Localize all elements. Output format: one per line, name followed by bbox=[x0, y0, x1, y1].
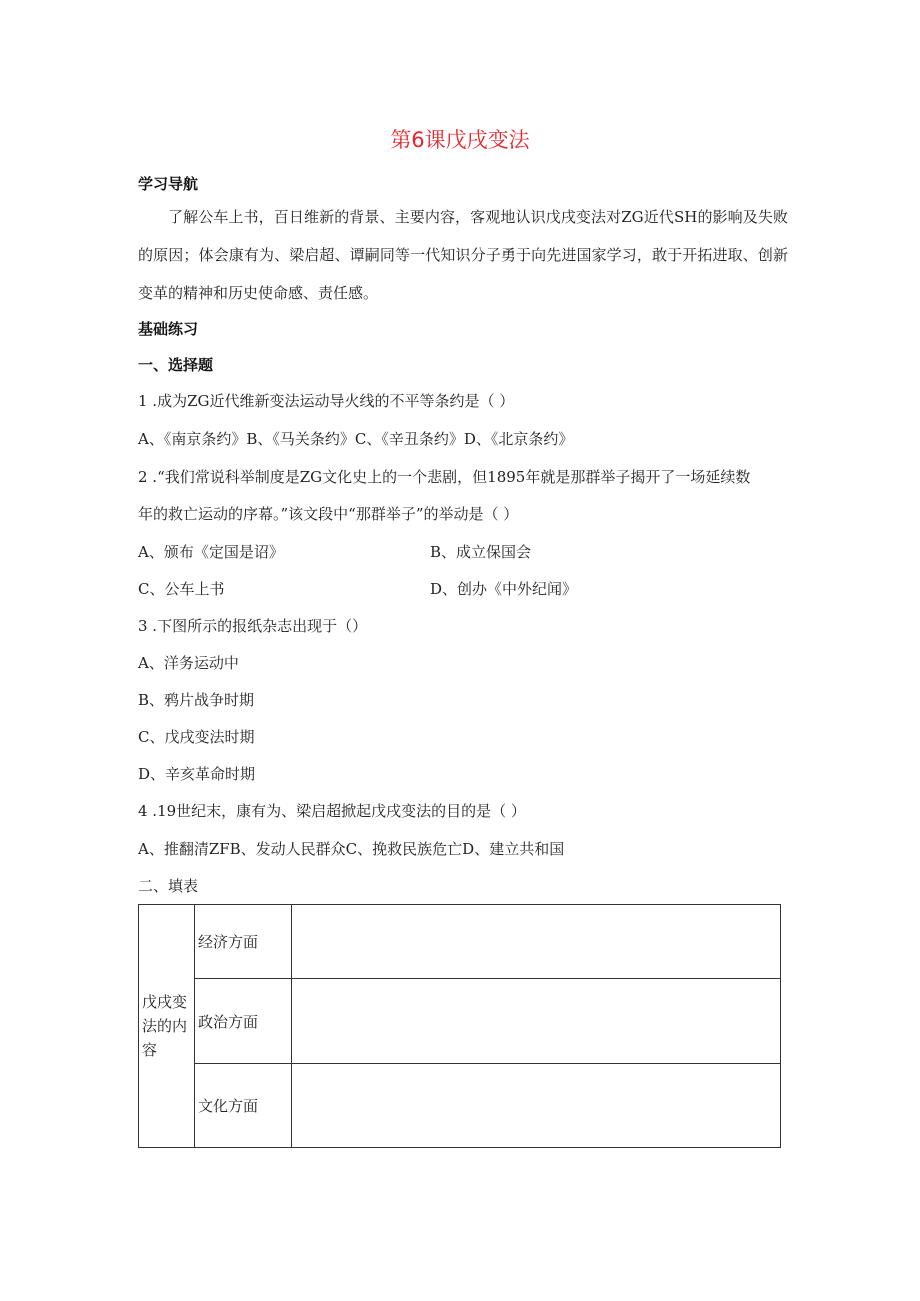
question-2-option-b: B、成立保国会 bbox=[430, 543, 532, 561]
question-3-option-b: B、鸦片战争时期 bbox=[138, 691, 255, 709]
fill-in-table bbox=[138, 904, 781, 1148]
question-1-stem: 1 .成为ZG近代维新变法运动导火线的不平等条约是（ ） bbox=[138, 392, 515, 410]
section-choice-heading: 一、选择题 bbox=[138, 356, 214, 374]
question-1-options: A、《南京条约》B、《马关条约》C、《辛丑条约》D、《北京条约》 bbox=[138, 430, 574, 448]
question-3-option-c: C、戊戌变法时期 bbox=[138, 728, 255, 746]
practice-heading: 基础练习 bbox=[138, 320, 199, 338]
table-aspect-politics: 政治方面 bbox=[195, 979, 292, 1064]
question-2-option-a: A、颁布《定国是诏》 bbox=[138, 543, 284, 561]
guide-paragraph: 了解公车上书，百日维新的背景、主要内容，客观地认识戊戌变法对ZG近代SH的影响及失败的原因；体会康有为、梁启超、谭嗣同等一代知识分子勇于向先进国家学习，敢于开拓进取、创新变革的精神和历史使命感、责任感。 bbox=[138, 208, 788, 302]
table-aspect-economy: 经济方面 bbox=[195, 905, 292, 979]
question-4-stem: 4 .19世纪末，康有为、梁启超掀起戊戌变法的目的是（ ） bbox=[138, 802, 526, 820]
table-answer-cell[interactable] bbox=[292, 979, 781, 1064]
table-aspect-culture: 文化方面 bbox=[195, 1064, 292, 1148]
table-row-label: 戊戌变法的内容 bbox=[139, 905, 195, 1148]
question-3-option-d: D、辛亥革命时期 bbox=[138, 765, 256, 783]
question-2-stem-line2: 年的救亡运动的序幕。”该文段中“那群举子”的举动是（ ） bbox=[138, 505, 519, 523]
question-2-stem-line1: 2 .“我们常说科举制度是ZG文化史上的一个悲剧，但1895年就是那群举子揭开了一场延续数 bbox=[138, 468, 751, 486]
question-2-option-c: C、公车上书 bbox=[138, 580, 225, 598]
table-answer-cell[interactable] bbox=[292, 905, 781, 979]
page-title: 第6课戊戌变法 bbox=[390, 128, 530, 152]
question-3-option-a: A、洋务运动中 bbox=[138, 654, 239, 672]
guide-heading: 学习导航 bbox=[138, 175, 199, 193]
question-3-stem: 3 .下图所示的报纸杂志出现于（） bbox=[138, 617, 368, 635]
question-4-options: A、推翻清ZFB、发动人民群众C、挽救民族危亡D、建立共和国 bbox=[138, 840, 565, 858]
table-answer-cell[interactable] bbox=[292, 1064, 781, 1148]
section-table-heading: 二、填表 bbox=[138, 877, 199, 895]
question-2-option-d: D、创办《中外纪闻》 bbox=[430, 580, 578, 598]
